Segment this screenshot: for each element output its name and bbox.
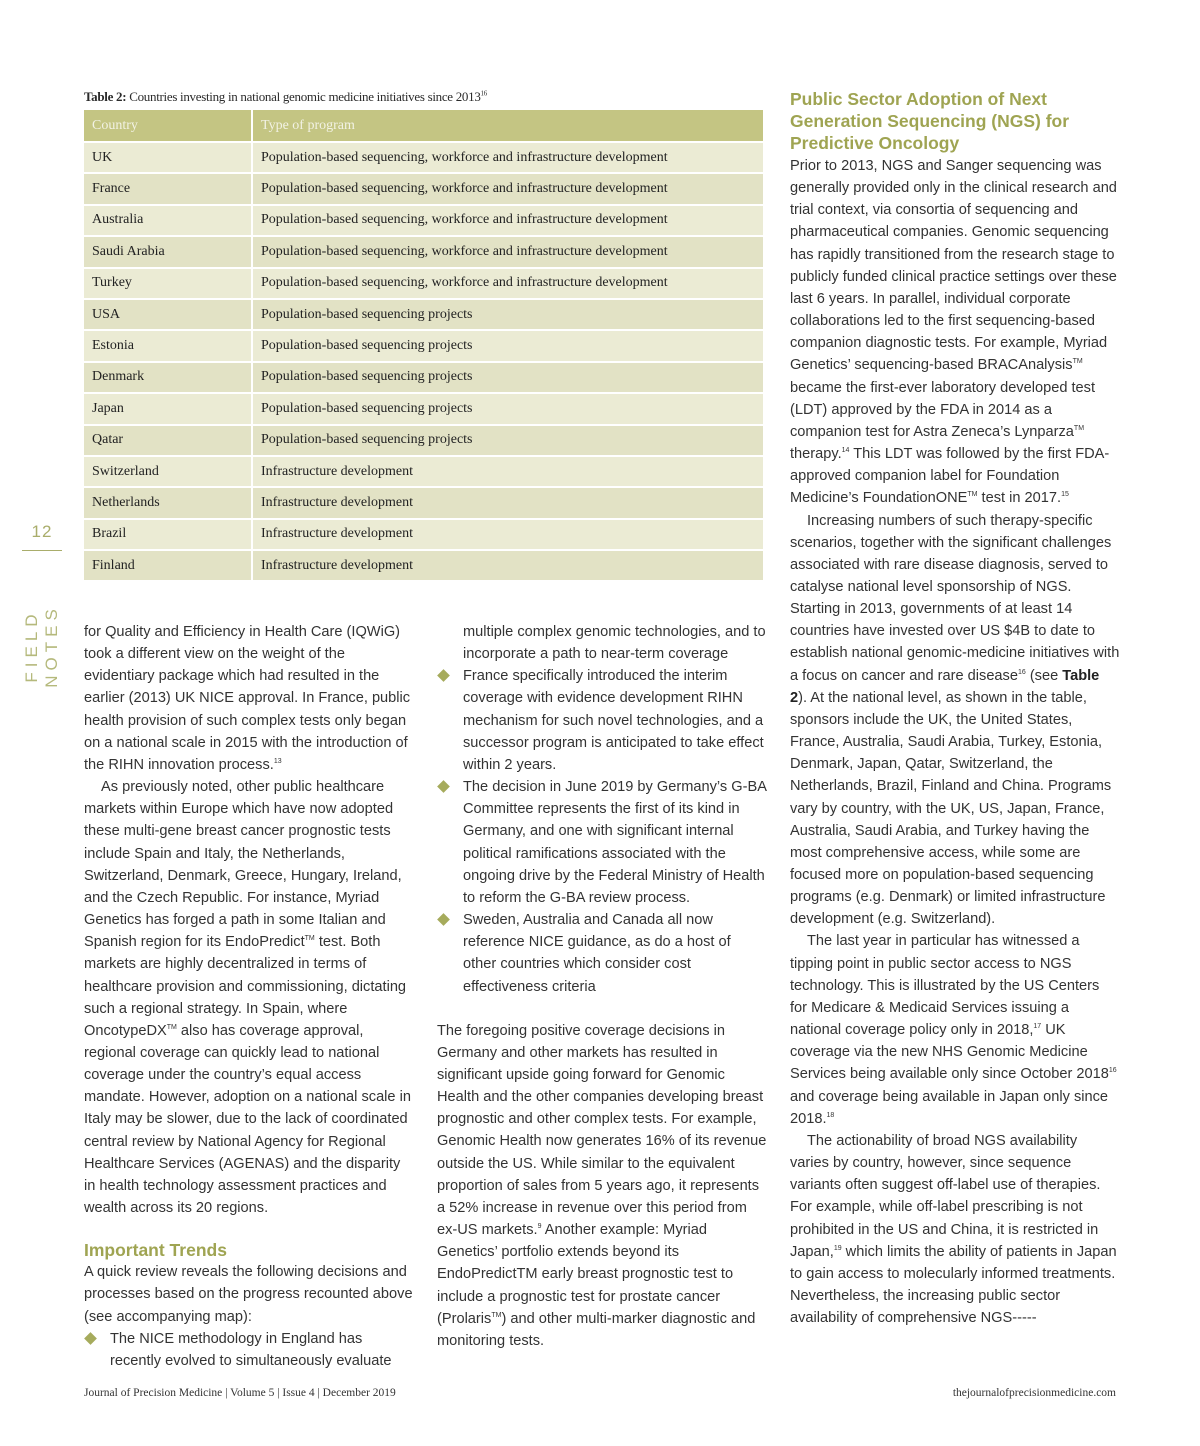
cell-country: UK [84,142,252,173]
cell-program-type: Infrastructure development [252,487,763,518]
section-tag: FIELD NOTES [22,604,61,688]
text: Sweden, Australia and Canada all now reference NICE guidance, as do a host of other countries which consider cost effectiveness criteria [463,912,731,995]
text: ) and other multi-marker diagnostic and monitoring tests. [437,1310,756,1349]
table-row [84,205,763,236]
table-row [84,173,763,204]
footnote-ref: 16 [1108,1067,1117,1075]
table-reference-link[interactable]: Table 2 [790,667,1100,706]
footer-website: thejournalofprecisionmedicine.com [952,1387,1116,1399]
table-caption [84,89,487,105]
table-row [84,519,763,550]
column-3 [790,155,1120,1329]
text: for Quality and Efficiency in Health Care (IQWiG) took a different view on the weight of the evidentiary package which had resulted in the earlier (2013) UK NICE approval. In France, public health provision of such complex tests only began on a national scale in 2015 with the introduction of the RIHN innovation process. [84,624,411,773]
paragraph [437,1020,767,1352]
footnote-ref: 17 [1033,1023,1042,1031]
diamond-bullet-icon [84,1332,97,1345]
countries-table [84,110,763,580]
cell-country: Denmark [84,362,252,393]
trend-list-continued [437,621,767,998]
trademark: TM [1073,425,1085,433]
paragraph [790,510,1120,931]
table-row [84,393,763,424]
cell-country: France [84,173,252,204]
text: The actionability of broad NGS availability varies by country, however, since sequence variants often suggest off-label use of therapies. For example, while off-label prescribing is not prohibited in the US and China, it is restricted in Japan, [790,1132,1101,1260]
diamond-bullet-icon [437,780,450,793]
cell-program-type: Population-based sequencing projects [252,330,763,361]
table-row [84,299,763,330]
table-row [84,425,763,456]
text: As previously noted, other public healthcare markets within Europe which have now adopted these multi-gene breast cancer prognostic tests include Spain and Italy, the Netherlands, Switzerland, Denmark, Greece, Hungary, Ireland, and the Czech Republic. For instance, Myriad Genetics has forged a path in some Italian and Spanish region for its EndoPredict [84,779,402,951]
text: also has coverage approval, regional coverage can quickly lead to national coverage under the country’s equal access mandate. However, adoption on a national scale in Italy may be slower, due to the lack of coordinated central review by National Agency for Regional Healthcare Services (AGENAS) and the disparity in health technology assessment practices and wealth across its 20 regions. [84,1022,411,1217]
cell-country: Switzerland [84,456,252,487]
footnote-ref: 9 [537,1223,542,1231]
table-row [84,142,763,173]
text: ). At the national level, as shown in the table, sponsors include the UK, the United States, France, Australia, Saudi Arabia, Turkey, Estonia, Denmark, Japan, Qatar, Switzerland, the Netherlands, Brazil, Finland and China. Programs vary by country, with the UK, US, Japan, France, Australia, Saudi Arabia, and Turkey having the most comprehensive access, while some are focused more on population-based sequencing programs (e.g. Denmark) or limited infrastructure development (e.g. Switzerland). [790,689,1112,928]
text: UK coverage via the new NHS Genomic Medicine Services being available only since October 2018 [790,1022,1109,1083]
header-country: Country [84,110,252,142]
trademark: TM [491,1311,502,1319]
cell-program-type: Population-based sequencing, workforce and infrastructure development [252,236,763,267]
paragraph [84,776,414,1219]
cell-country: Saudi Arabia [84,236,252,267]
list-item [437,665,767,776]
table-row [84,268,763,299]
footnote-ref: 14 [841,447,850,455]
column-2 [437,621,767,1352]
cell-country: Netherlands [84,487,252,518]
heading-important-trends: Important Trends [84,1240,227,1261]
text: Another example: Myriad Genetics’ portfolio extends beyond its EndoPredictTM early breast prognostic test to include a prognostic test for prostate cancer (Prolaris [437,1222,734,1327]
cell-program-type: Population-based sequencing, workforce and infrastructure development [252,268,763,299]
cell-program-type: Population-based sequencing, workforce and infrastructure development [252,142,763,173]
table-header-row [84,110,763,142]
cell-country: Estonia [84,330,252,361]
text: The last year in particular has witnessed a tipping point in public sector access to NGS technology. This is illustrated by the US Centers for Medicare & Medicaid Services issuing a national coverage policy only in 2018, [790,933,1100,1039]
text: France specifically introduced the interim coverage with evidence development RIHN mechanism for such novel technologies, and a successor program is anticipated to take effect within 2 years. [463,668,764,773]
cell-country: Qatar [84,425,252,456]
text: This LDT was followed by the first FDA-approved companion label for Foundation Medicine’s FoundationONE [790,446,1110,507]
text: Increasing numbers of such therapy-specific scenarios, together with the significant challenges associated with rare disease diagnosis, served to catalyse national level sponsorship of NGS. Starting in 2013, governments of at least 14 countries have invested over US $4B to date to establish national genomic-medicine initiatives with a focus on cancer and rare disease [790,512,1120,684]
table-row [84,362,763,393]
table-row [84,330,763,361]
page-number: 12 [31,522,53,541]
table-row [84,456,763,487]
list-item [437,776,767,909]
paragraph [790,155,1120,510]
heading-public-sector-adoption: Public Sector Adoption of Next Generation Sequencing (NGS) for Predictive Oncology [790,89,1070,153]
text: Prior to 2013, NGS and Sanger sequencing was generally provided only in the clinical research and trial context, via consortia of sequencing and pharmaceutical companies. Genomic sequencing has rapidly transitioned from the research stage to publicly funded clinical practice settings over these last 6 years. In parallel, individual corporate collaborations led to the first sequencing-based companion diagnostic tests. For example, Myriad Genetics’ sequencing-based BRACAnalysis [790,158,1117,374]
trademark: TM [967,491,978,499]
trademark: TM [1072,358,1083,366]
cell-program-type: Population-based sequencing, workforce and infrastructure development [252,205,763,236]
footer-journal-info: Journal of Precision Medicine | Volume 5 | Issue 4 | December 2019 [84,1387,396,1399]
text: The decision in June 2019 by Germany’s G-BA Committee represents the first of its kind in Germany, and one with significant internal political ramifications associated with the ongoing drive by the Federal Ministry of Health to reform the G-BA review process. [463,779,767,906]
cell-country: Turkey [84,268,252,299]
table-caption-text: Countries investing in national genomic medicine initiatives since 2013 [126,89,481,104]
table-row [84,236,763,267]
cell-program-type: Infrastructure development [252,456,763,487]
list-item-continued: multiple complex genomic technologies, and to incorporate a path to near-term coverage [463,624,766,663]
table-row [84,550,763,580]
paragraph [790,1130,1120,1329]
cell-program-type: Infrastructure development [252,519,763,550]
footnote-ref: 15 [1061,491,1069,499]
text: (see [1025,667,1063,684]
header-program-type: Type of program [252,110,763,142]
diamond-bullet-icon [437,913,450,926]
paragraph [84,621,414,776]
text: which limits the ability of patients in Japan to gain access to molecularly informed treatments. Nevertheless, the increasing public sector availability of comprehensive NGS----- [790,1243,1117,1327]
footnote-ref: 19 [833,1244,842,1252]
cell-program-type: Population-based sequencing projects [252,299,763,330]
list-item [437,909,767,998]
table-caption-label: Table 2: [84,89,127,104]
table-row [84,487,763,518]
footnote-ref: 18 [826,1111,835,1119]
footnote-ref: 13 [273,758,282,766]
text: therapy. [790,446,842,463]
footnote-ref: 16 [1017,668,1026,676]
trademark: TM [304,935,315,943]
column-1 [84,621,414,1372]
cell-program-type: Infrastructure development [252,550,763,580]
cell-program-type: Population-based sequencing projects [252,393,763,424]
cell-program-type: Population-based sequencing, workforce and infrastructure development [252,173,763,204]
cell-country: Brazil [84,519,252,550]
cell-program-type: Population-based sequencing projects [252,425,763,456]
page-number-rule [22,550,62,551]
text: The foregoing positive coverage decisions in Germany and other markets has resulted in significant upside going forward for Genomic Health and the other companies developing breast prognostic and other complex tests. For example, Genomic Health now generates 16% of its revenue outside the US. While similar to the equivalent proportion of sales from 5 years ago, it represents a 52% increase in revenue over this period from ex-US markets. [437,1022,767,1239]
text: test. Both markets are highly decentralized in terms of healthcare provision and commissioning, dictating such a regional strategy. In Spain, where OncotypeDX [84,934,407,1039]
cell-country: Australia [84,205,252,236]
text: became the first-ever laboratory developed test (LDT) approved by the FDA in 2014 as a companion test for Astra Zeneca’s Lynparza [790,379,1096,440]
paragraph [790,930,1120,1129]
cell-country: Finland [84,550,252,580]
trademark: TM [166,1023,177,1031]
cell-country: USA [84,299,252,330]
list-item [84,1328,414,1372]
paragraph: A quick review reveals the following decisions and processes based on the progress recounted above (see accompanying map): [84,1264,413,1325]
text: and coverage being available in Japan only since 2018. [790,1088,1109,1127]
cell-program-type: Population-based sequencing projects [252,362,763,393]
table-caption-ref: 16 [480,89,487,98]
cell-country: Japan [84,393,252,424]
diamond-bullet-icon [437,669,450,682]
text: The NICE methodology in England has recently evolved to simultaneously evaluate [110,1330,392,1369]
trend-list [84,1328,414,1372]
text: test in 2017. [977,490,1062,507]
